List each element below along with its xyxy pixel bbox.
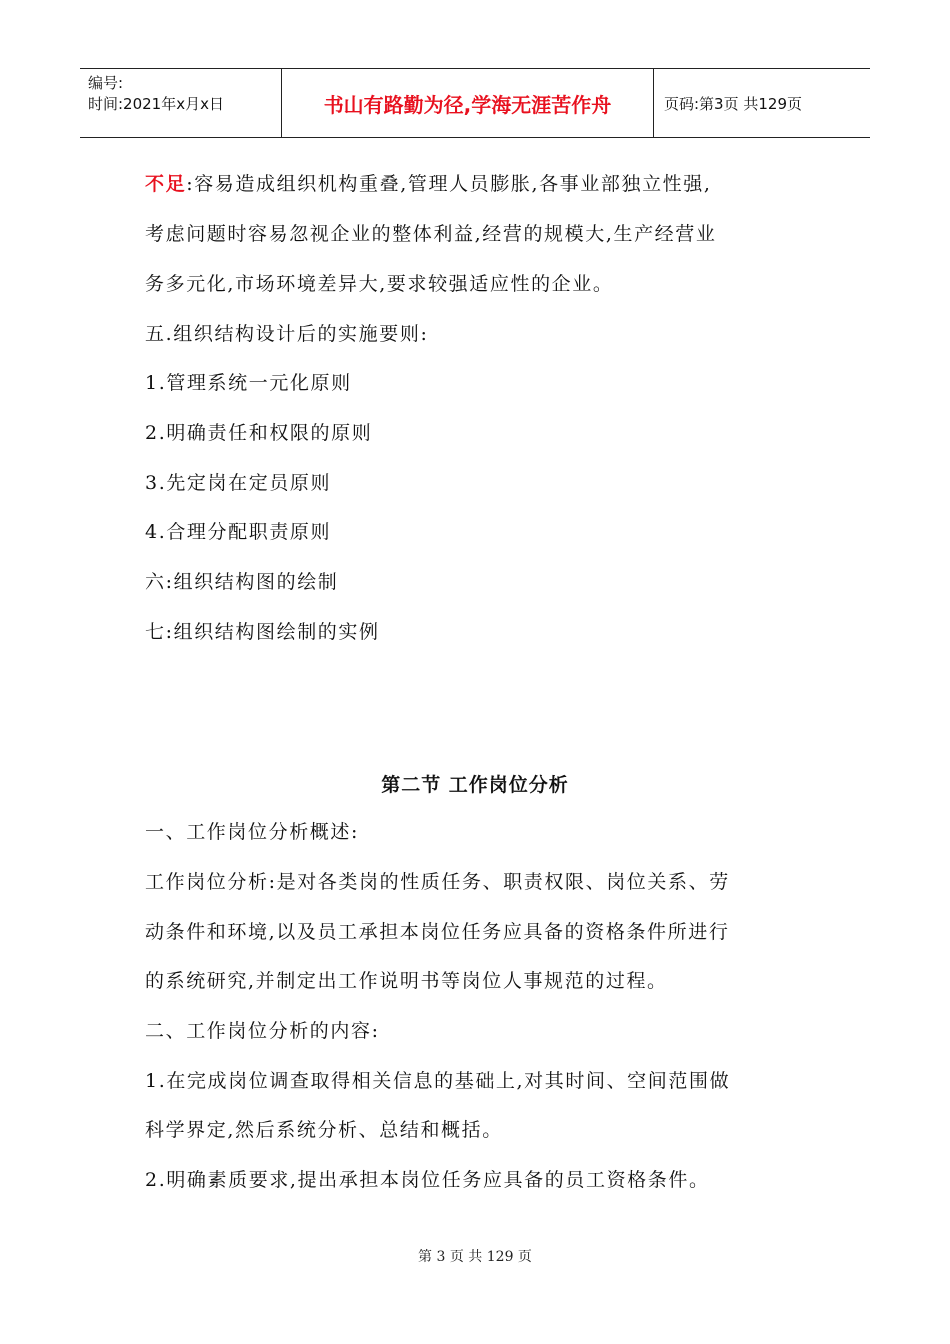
content-2: 2.明确素质要求,提出承担本岗位任务应具备的员工资格条件。 [145, 1169, 710, 1191]
shortcoming-text-1: :容易造成组织机构重叠,管理人员膨胀,各事业部独立性强, [186, 173, 712, 195]
rule-3: 3.先定岗在定员原则 [145, 472, 332, 494]
document-header [80, 68, 870, 138]
heading-item-5: 五.组织结构设计后的实施要则: [145, 323, 429, 345]
rule-1: 1.管理系统一元化原则 [145, 372, 352, 394]
overview-heading: 一、工作岗位分析概述: [145, 821, 360, 843]
definition-line-2: 动条件和环境,以及员工承担本岗位任务应具备的资格条件所进行 [145, 921, 730, 943]
definition-line-3: 的系统研究,并制定出工作说明书等岗位人事规范的过程。 [145, 970, 668, 992]
content-1-line-2: 科学界定,然后系统分析、总结和概括。 [145, 1119, 503, 1141]
section-title: 第二节 工作岗位分析 [381, 774, 569, 796]
rule-2: 2.明确责任和权限的原则 [145, 422, 373, 444]
time-label: 时间:2021年x月x日 [88, 95, 224, 113]
number-label: 编号: [88, 74, 124, 92]
content-heading: 二、工作岗位分析的内容: [145, 1020, 380, 1042]
shortcoming-line-3: 务多元化,市场环境差异大,要求较强适应性的企业。 [145, 273, 614, 295]
heading-item-6: 六:组织结构图的绘制 [145, 571, 339, 593]
definition-line-1: 工作岗位分析:是对各类岗的性质任务、职责权限、岗位关系、劳 [145, 871, 730, 893]
shortcoming-line-2: 考虑问题时容易忽视企业的整体利益,经营的规模大,生产经营业 [145, 223, 717, 245]
page-footer: 第 3 页 共 129 页 [418, 1249, 532, 1265]
heading-item-7: 七:组织结构图绘制的实例 [145, 621, 380, 643]
shortcoming-label: 不足 [145, 173, 187, 195]
shortcoming-line-1 [145, 172, 712, 196]
header-page-info: 页码:第3页 共129页 [664, 94, 802, 113]
rule-4: 4.合理分配职责原则 [145, 521, 332, 543]
header-motto: 书山有路勤为径,学海无涯苦作舟 [282, 69, 654, 137]
content-1-line-1: 1.在完成岗位调查取得相关信息的基础上,对其时间、空间范围做 [145, 1070, 731, 1092]
header-meta [80, 69, 282, 137]
